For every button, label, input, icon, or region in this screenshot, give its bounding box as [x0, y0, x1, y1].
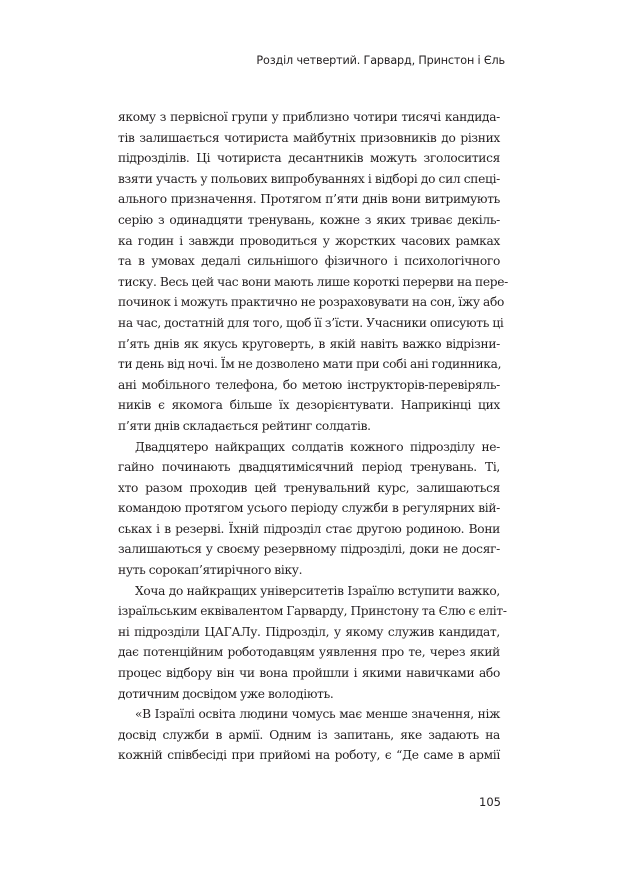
text-line: починок і можуть практично не розраховувати на сон, їжу або [118, 295, 505, 310]
text-line: ізраїльським еквівалентом Гарварду, Принстону та Єлю є еліт- [118, 604, 507, 619]
text-line: Двадцятеро найкращих солдатів кожного підрозділу не- [135, 439, 500, 454]
text-line: Хоча до найкращих університетів Ізраїлю вступити важко, [135, 583, 500, 598]
text-line: взяти участь у польових випробуваннях і відборі до сил спеці- [118, 171, 500, 186]
text-line: та в умовах дедалі сильнішого фізичного і психологічного [118, 254, 500, 269]
text-line: ні підрозділи ЦАГАЛу. Підрозділ, у якому служив кандидат, [118, 624, 500, 639]
page-number: 105 [479, 795, 501, 809]
text-line: п’ять днів як якусь круговерть, в якій навіть важко відрізни- [118, 336, 500, 351]
text-line: ані мобільного телефона, бо метою інструкторів-перевіряль- [118, 377, 500, 392]
text-line: кожній співбесіді при прийомі на роботу, є “Де саме в армії [118, 748, 500, 763]
paragraph-2 [118, 437, 500, 581]
text-line: залишаються у своєму резервному підрозділі, доки не досяг- [118, 542, 500, 557]
text-line: ськах і в резерві. Їхній підрозділ стає другою родиною. Вони [118, 521, 500, 536]
text-line: ти день від ночі. Їм не дозволено мати при собі ані годинника, [118, 357, 502, 372]
text-line: підрозділів. Ці чотириста десантників можуть зголоситися [118, 151, 500, 166]
text-line: на час, достатній для того, щоб її з’їсти. Учасники описують ці [118, 315, 504, 330]
text-line: тів залишається чотириста майбутніх призовників до різних [118, 130, 500, 145]
running-head: Розділ четвертий. Гарвард, Принстон і Єль [256, 54, 505, 67]
text-line: нуть сорокап’ятирічного віку. [118, 563, 303, 578]
text-line: тиску. Весь цей час вони мають лише короткі перерви на пере- [118, 274, 508, 289]
text-line: ального призначення. Протягом п’яти днів вони витримують [118, 192, 500, 207]
text-line: ка годин і завжди проводиться у жорстких часових рамках [118, 233, 500, 248]
text-line: дає потенційним роботодавцям уявлення про те, через який [118, 645, 500, 660]
text-line: хто разом проходив цей тренувальний курс, залишаються [118, 480, 500, 495]
text-line: командою протягом усього періоду служби в регулярних вій- [118, 501, 500, 516]
text-line: п’яти днів складається рейтинг солдатів. [118, 418, 371, 433]
text-line: ників є якомога більше їх дезорієнтувати. Наприкінці цих [118, 398, 500, 413]
paragraph-3 [118, 581, 507, 705]
body-text [118, 107, 508, 766]
paragraph-1 [118, 107, 508, 437]
text-line: серію з одинадцяти тренувань, кожне з яких триває декіль- [118, 212, 500, 227]
text-line: досвід служби в армії. Одним із запитань, яке задають на [118, 727, 500, 742]
paragraph-4 [118, 704, 500, 766]
text-line: процес відбору він чи вона пройшли і якими навичками або [118, 666, 500, 681]
text-line: якому з первісної групи у приблизно чотири тисячі кандида- [118, 110, 500, 124]
text-line: «В Ізраїлі освіта людини чомусь має менше значення, ніж [135, 707, 500, 722]
text-line: дотичним досвідом уже володіють. [118, 686, 334, 701]
text-line: гайно починають двадцятимісячний період тренувань. Ті, [118, 460, 500, 475]
